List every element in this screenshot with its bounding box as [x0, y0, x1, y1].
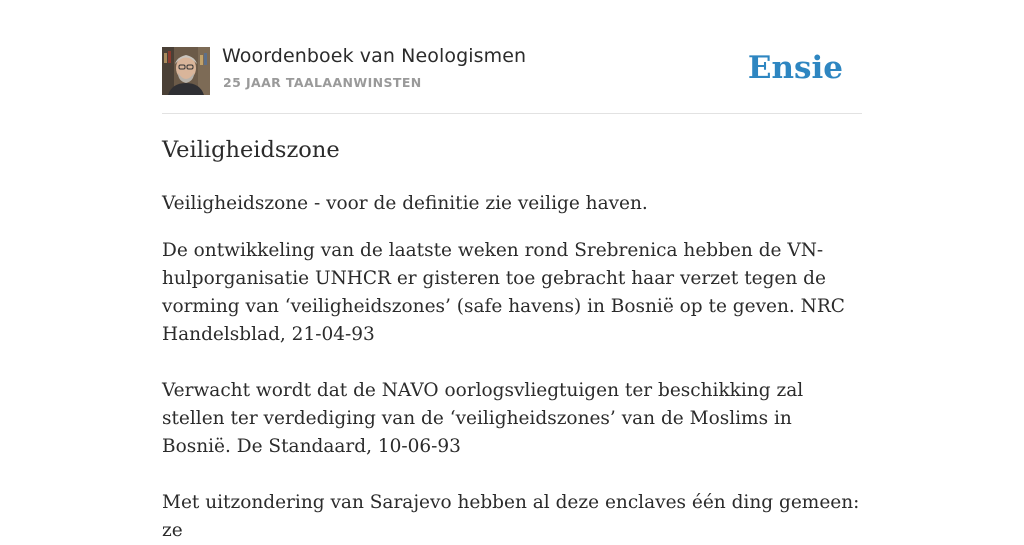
header	[162, 0, 862, 114]
definition-text: Veiligheidszone - voor de definitie zie veilige haven.	[162, 193, 648, 214]
article-body	[162, 190, 862, 545]
author-name[interactable]: Woordenboek van Neologismen	[222, 45, 527, 67]
quote-paragraph: De ontwikkeling van de laatste weken rond Srebrenica hebben de VN-hulporganisatie UNHCR er gisteren toe gebracht haar verzet tegen de vorming van ‘veiligheidszones’ (safe havens) in Bosnië op te geven. NRC Handelsblad, 21-04-93	[162, 240, 845, 345]
quote-paragraph: Verwacht wordt dat de NAVO oorlogsvliegtuigen ter beschikking zal stellen ter verdediging van de ‘veiligheidszones’ van de Moslims in Bosnië. De Standaard, 10-06-93	[162, 380, 804, 457]
author-subtitle: 25 JAAR TAALAANWINSTEN	[223, 75, 422, 90]
page	[162, 0, 862, 541]
author-avatar[interactable]	[162, 47, 210, 95]
page-title: Veiligheidszone	[162, 137, 340, 163]
avatar-photo-icon	[162, 47, 210, 95]
quote-paragraph: Met uitzondering van Sarajevo hebben al deze enclaves één ding gemeen: ze	[162, 492, 860, 541]
brand-logo[interactable]: Ensie	[747, 50, 843, 86]
